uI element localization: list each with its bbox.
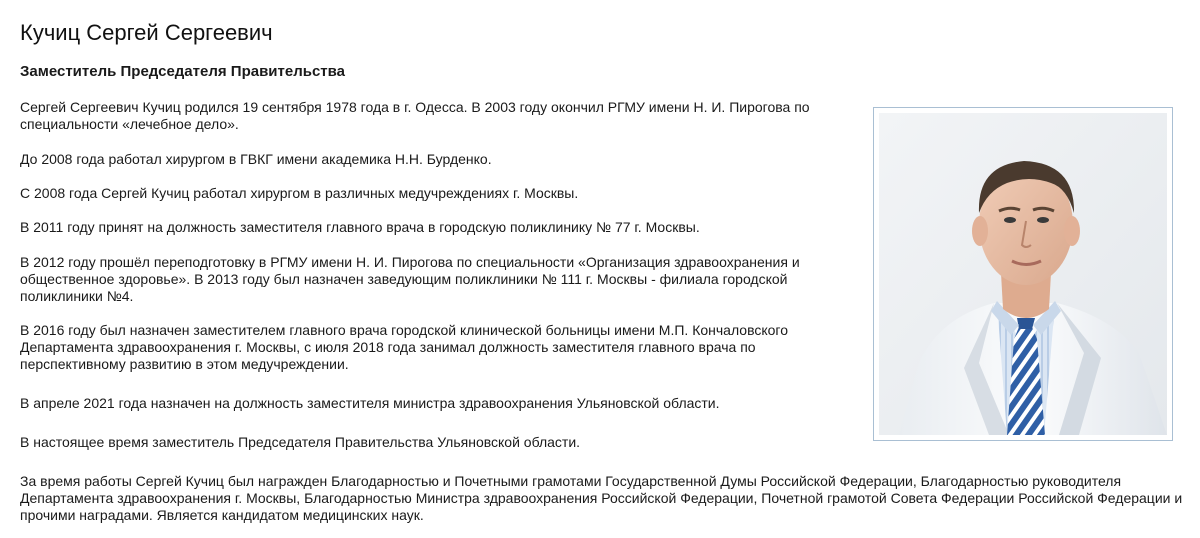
bio-paragraph-birth-education: Сергей Сергеевич Кучиц родился 19 сентября 1978 года в г. Одесса. В 2003 году окончил РГМУ имени Н. И. Пирогова по специальности «лечебное дело». [20,99,810,132]
bio-paragraph-2011: В 2011 году принят на должность заместителя главного врача в городскую поликлинику № 77 г. Москвы. [20,219,700,235]
portrait-photo [879,113,1167,435]
bio-paragraph-awards: За время работы Сергей Кучиц был награжден Благодарностью и Почетными грамотами Государственной Думы Российской Федерации, Благодарностью руководителя Департамента здравоохранения г. Москвы, Благодарностью Министра здравоохранения Российской Федерации, Почетной грамотой Совета Федерации Российской Федерации и прочими наградами. Является кандидатом медицинских наук. [20,473,1183,523]
bio-paragraph-2016-2018: В 2016 году был назначен заместителем главного врача городской клинической больницы имени М.П. Кончаловского Департамента здравоохранения г. Москвы, с июля 2018 года занимал должность заместителя главного врача по перспективному развитию в этом медучреждении. [20,322,789,372]
person-name: Кучиц Сергей Сергеевич [20,20,273,45]
person-position: Заместитель Председателя Правительства [20,63,346,80]
bio-paragraph-current: В настоящее время заместитель Председателя Правительства Ульяновской области. [20,434,581,450]
bio-paragraph-moscow-surgeon: С 2008 года Сергей Кучиц работал хирургом в различных медучреждениях г. Москвы. [20,185,579,201]
bio-paragraph-2012-2013: В 2012 году прошёл переподготовку в РГМУ имени Н. И. Пирогова по специальности «Организация здравоохранения и общественное здоровье». В 2013 году был назначен заведующим поликлиники № 111 г. Москвы - филиала городской поликлиники №4. [20,254,800,304]
bio-paragraph-2021: В апреле 2021 года назначен на должность заместителя министра здравоохранения Ульяновской области. [20,395,720,411]
portrait-photo-frame [873,107,1173,441]
bio-paragraph-burdenko: До 2008 года работал хирургом в ГВКГ имени академика Н.Н. Бурденко. [20,151,492,167]
